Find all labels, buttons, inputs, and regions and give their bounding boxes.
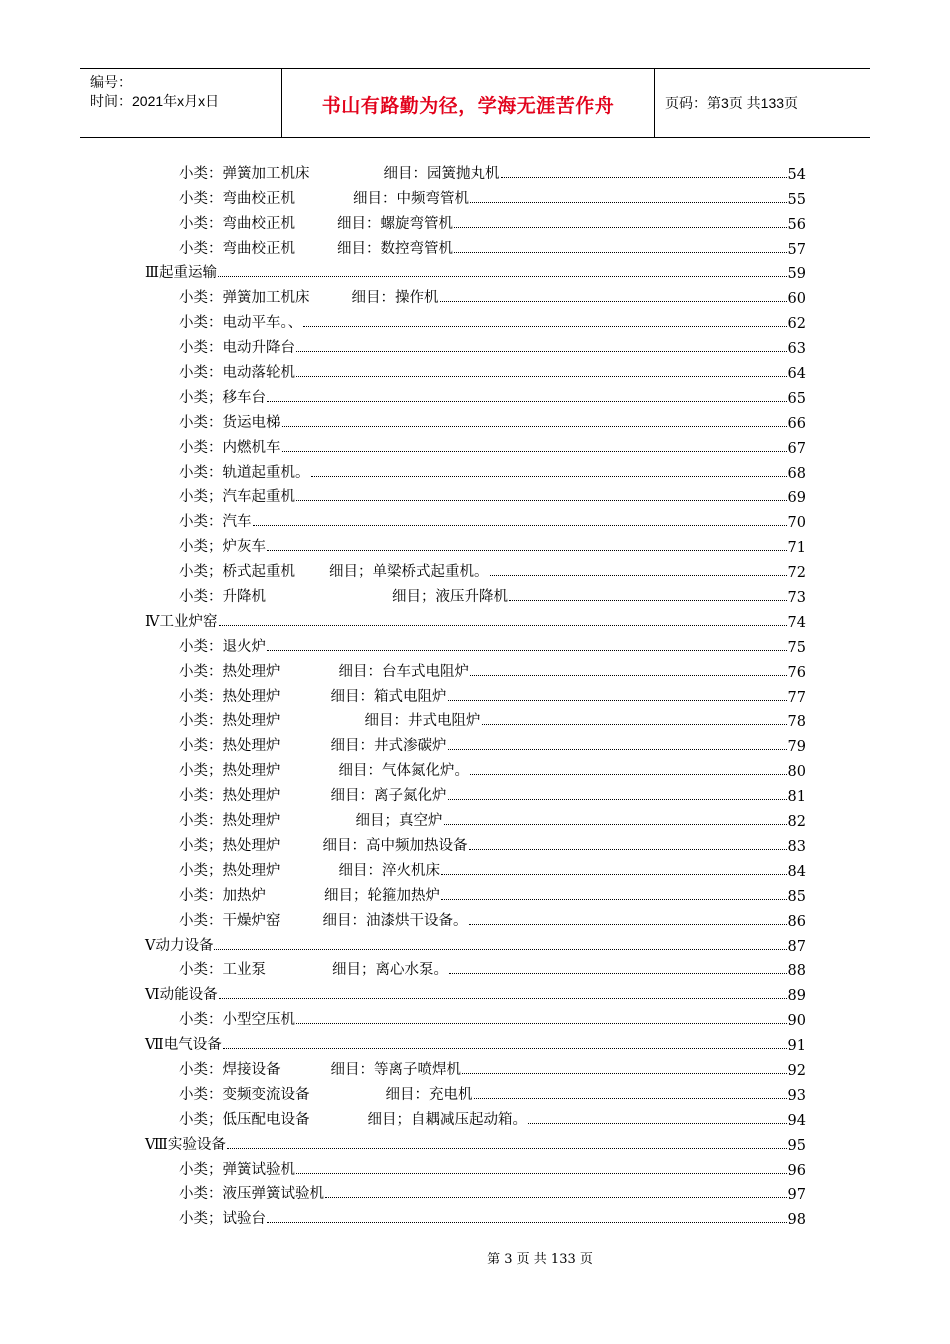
toc-entry-row[interactable]: [145, 183, 806, 208]
toc-entry-label: [179, 685, 447, 706]
toc-category-text: 小类：热处理炉: [179, 713, 281, 730]
dot-leader: [267, 401, 787, 402]
toc-page-number: 80: [787, 764, 806, 781]
header-motto-cell: [281, 69, 655, 137]
toc-entry-row[interactable]: [145, 531, 806, 556]
toc-page-number: 81: [787, 789, 806, 806]
toc-category-text: 小类：干燥炉窑: [179, 912, 281, 929]
dot-leader: [219, 625, 787, 626]
toc-entry-label: [179, 1008, 295, 1029]
toc-category-text: 小类：电动落轮机: [179, 365, 295, 382]
toc-page-number: 67: [787, 440, 806, 457]
toc-entry-row[interactable]: [145, 905, 806, 930]
toc-category-text: 小类：热处理炉: [179, 813, 281, 830]
toc-category-text: 小类；炉灰车: [179, 539, 266, 556]
toc-entry-row[interactable]: [145, 158, 806, 183]
toc-entry-row[interactable]: [145, 581, 806, 606]
toc-entry-row[interactable]: [145, 506, 806, 531]
toc-detail-text: 细目：箱式电阻炉: [330, 688, 447, 705]
dot-leader: [296, 500, 787, 501]
dot-leader: [470, 675, 787, 676]
toc-category-text: 小类：液压弹簧试验机: [179, 1186, 324, 1203]
toc-entry-row[interactable]: [145, 706, 806, 731]
toc-category-text: 小类：轨道起重机。: [179, 464, 310, 481]
toc-entry-row[interactable]: [145, 955, 806, 980]
toc-detail-text: 细目：高中频加热设备: [322, 837, 468, 854]
dot-leader: [490, 575, 787, 576]
toc-entry-label: [179, 859, 440, 880]
footer-page-number: 第 3 页 共 133 页: [487, 1252, 593, 1267]
toc-page-number: 63: [787, 341, 806, 358]
toc-page-number: 87: [787, 938, 806, 955]
dot-leader: [528, 1123, 787, 1124]
toc-page-number: 54: [787, 166, 806, 183]
toc-page-number: 91: [787, 1038, 806, 1055]
toc-entry-label: [179, 187, 469, 208]
toc-detail-text: 细目：操作机: [351, 290, 439, 307]
toc-category-text: 小类：加热炉: [179, 887, 266, 904]
toc-category-text: 小类：内燃机车: [179, 439, 281, 456]
toc-category-text: 小类：焊接设备: [179, 1061, 281, 1078]
toc-detail-text: 细目：离子氮化炉: [330, 788, 447, 805]
dot-leader: [303, 326, 786, 327]
toc-entry-label: [179, 1207, 266, 1228]
dot-leader: [448, 799, 787, 800]
dot-leader: [448, 700, 787, 701]
toc-detail-text: 细目：园簧抛丸机: [383, 165, 500, 182]
dot-leader: [444, 824, 787, 825]
toc-page-number: 90: [787, 1013, 806, 1030]
toc-section-row[interactable]: [145, 258, 806, 283]
toc-page-number: 68: [787, 465, 806, 482]
toc-page-number: 72: [787, 565, 806, 582]
toc-entry-label: [179, 1108, 527, 1129]
dot-leader: [311, 476, 787, 477]
toc-entry-label: [179, 958, 448, 979]
toc-entry-row[interactable]: [145, 880, 806, 905]
toc-category-text: 小类；热处理炉: [179, 837, 281, 854]
toc-page-number: 77: [787, 689, 806, 706]
dot-leader: [454, 252, 787, 253]
toc-category-text: 小类；桥式起重机: [179, 564, 295, 581]
dot-leader: [469, 849, 787, 850]
toc-entry-label: [145, 261, 217, 282]
page-info: 页码：第3页 共133页: [665, 95, 799, 111]
toc-entry-row[interactable]: [145, 755, 806, 780]
header-left-cell: [80, 69, 282, 137]
toc-entry-label: [179, 1083, 473, 1104]
toc-page-number: 88: [787, 963, 806, 980]
toc-category-text: Ⅴ动力设备: [145, 937, 214, 954]
toc-entry-label: [179, 1158, 295, 1179]
toc-category-text: 小类：弯曲校正机: [179, 240, 295, 257]
dot-leader: [501, 177, 787, 178]
toc-page-number: 60: [787, 291, 806, 308]
toc-entry-row[interactable]: [145, 855, 806, 880]
toc-entry-row[interactable]: [145, 208, 806, 233]
toc-entry-label: [179, 734, 447, 755]
toc-detail-text: 细目：淬火机床: [338, 862, 440, 879]
toc-entry-label: [179, 709, 481, 730]
toc-entry-label: [179, 759, 469, 780]
toc-entry-row[interactable]: [145, 631, 806, 656]
toc-category-text: 小类：弯曲校正机: [179, 190, 295, 207]
toc-entry-label: [179, 635, 266, 656]
toc-detail-text: 细目：螺旋弯管机: [337, 215, 453, 232]
dot-leader: [440, 301, 787, 302]
motto-text: 书山有路勤为径，学海无涯苦作舟: [321, 95, 615, 117]
toc-entry-label: [179, 809, 443, 830]
toc-category-text: 小类；弹簧试验机: [179, 1161, 295, 1178]
dot-leader: [296, 351, 787, 352]
toc-detail-text: 细目：数控弯管机: [337, 240, 453, 257]
toc-section-row[interactable]: [145, 1129, 806, 1154]
toc-entry-label: [179, 336, 295, 357]
toc-detail-text: 细目：中频弯管机: [353, 190, 469, 207]
toc-entry-label: [179, 461, 310, 482]
table-of-contents: [145, 158, 806, 1228]
dot-leader: [469, 924, 787, 925]
toc-category-text: Ⅳ工业炉窑: [145, 613, 218, 630]
toc-category-text: Ⅷ实验设备: [145, 1136, 226, 1153]
toc-detail-text: 细目：油漆烘干设备。: [322, 912, 468, 929]
dot-leader: [474, 1098, 787, 1099]
toc-category-text: 小类：退火炉: [179, 638, 266, 655]
toc-section-row[interactable]: [145, 606, 806, 631]
toc-entry-label: [179, 884, 440, 905]
toc-entry-row[interactable]: [145, 1179, 806, 1204]
dot-leader: [441, 899, 787, 900]
dot-leader: [470, 202, 787, 203]
toc-entry-label: [179, 436, 281, 457]
toc-entry-label: [179, 510, 252, 531]
dot-leader: [214, 949, 786, 950]
toc-entry-label: [179, 560, 489, 581]
dot-leader: [482, 724, 787, 725]
toc-category-text: 小类：汽车: [179, 514, 252, 531]
toc-section-row[interactable]: [145, 930, 806, 955]
toc-category-text: 小类；移车台: [179, 389, 266, 406]
dot-leader: [509, 600, 787, 601]
toc-category-text: 小类：弹簧加工机床: [179, 290, 310, 307]
toc-entry-row[interactable]: [145, 830, 806, 855]
toc-section-row[interactable]: [145, 979, 806, 1004]
toc-page-number: 69: [787, 490, 806, 507]
toc-section-row[interactable]: [145, 1029, 806, 1054]
toc-page-number: 97: [787, 1187, 806, 1204]
toc-category-text: 小类；热处理炉: [179, 862, 281, 879]
toc-entry-label: [179, 361, 295, 382]
toc-page-number: 84: [787, 863, 806, 880]
toc-entry-label: [179, 162, 500, 183]
dot-leader: [296, 1173, 787, 1174]
toc-entry-label: [179, 585, 508, 606]
toc-page-number: 73: [787, 590, 806, 607]
toc-entry-row[interactable]: [145, 457, 806, 482]
toc-page-number: 70: [787, 515, 806, 532]
toc-page-number: 55: [787, 191, 806, 208]
dot-leader: [218, 276, 787, 277]
toc-page-number: 96: [787, 1162, 806, 1179]
toc-category-text: 小类：热处理炉: [179, 788, 281, 805]
toc-entry-label: [179, 212, 453, 233]
toc-page-number: 86: [787, 913, 806, 930]
toc-category-text: 小类：货运电梯: [179, 414, 281, 431]
toc-detail-text: 细目；自耦减压起动箱。: [367, 1111, 527, 1128]
dot-leader: [325, 1197, 787, 1198]
dot-leader: [253, 525, 787, 526]
toc-page-number: 85: [787, 888, 806, 905]
toc-category-text: 小类；汽车起重机: [179, 489, 295, 506]
toc-page-number: 82: [787, 814, 806, 831]
toc-detail-text: 细目：井式电阻炉: [364, 713, 481, 730]
toc-detail-text: 细目：气体氮化炉。: [338, 763, 469, 780]
toc-entry-row[interactable]: [145, 780, 806, 805]
dot-leader: [296, 1023, 787, 1024]
toc-entry-row[interactable]: [145, 233, 806, 258]
toc-entry-label: [179, 237, 453, 258]
toc-page-number: 89: [787, 988, 806, 1005]
toc-page-number: 95: [787, 1137, 806, 1154]
toc-category-text: 小类：热处理炉: [179, 738, 281, 755]
toc-category-text: 小类：弹簧加工机床: [179, 165, 310, 182]
dot-leader: [282, 451, 787, 452]
toc-entry-row[interactable]: [145, 1004, 806, 1029]
toc-category-text: Ⅶ电气设备: [145, 1037, 222, 1054]
toc-entry-label: [179, 411, 281, 432]
toc-entry-label: [179, 286, 439, 307]
toc-page-number: 57: [787, 241, 806, 258]
toc-entry-row[interactable]: [145, 1154, 806, 1179]
toc-detail-text: 细目：台车式电阻炉: [338, 663, 469, 680]
toc-category-text: 小类：热处理炉: [179, 688, 281, 705]
toc-category-text: 小类：电动平车。、: [179, 315, 303, 332]
toc-entry-label: [179, 909, 468, 930]
number-label: 编号：: [90, 74, 132, 90]
toc-entry-row[interactable]: [145, 556, 806, 581]
toc-page-number: 79: [787, 739, 806, 756]
toc-detail-text: 细目；真空炉: [355, 813, 443, 830]
toc-page-number: 64: [787, 366, 806, 383]
toc-entry-row[interactable]: [145, 805, 806, 830]
toc-detail-text: 细目：井式渗碳炉: [330, 738, 447, 755]
toc-entry-row[interactable]: [145, 1079, 806, 1104]
toc-entry-label: [179, 660, 469, 681]
dot-leader: [219, 998, 787, 999]
toc-entry-row[interactable]: [145, 656, 806, 681]
toc-category-text: 小类：热处理炉: [179, 663, 281, 680]
toc-page-number: 98: [787, 1212, 806, 1229]
toc-page-number: 83: [787, 838, 806, 855]
toc-category-text: 小类；低压配电设备: [179, 1111, 310, 1128]
toc-category-text: 小类：工业泵: [179, 962, 266, 979]
toc-category-text: 小类：电动升降台: [179, 340, 295, 357]
toc-entry-row[interactable]: [145, 730, 806, 755]
toc-entry-row[interactable]: [145, 407, 806, 432]
toc-entry-row[interactable]: [145, 307, 806, 332]
toc-page-number: 66: [787, 415, 806, 432]
toc-entry-row[interactable]: [145, 382, 806, 407]
toc-entry-label: [179, 386, 266, 407]
toc-page-number: 92: [787, 1062, 806, 1079]
toc-detail-text: 细目；液压升降机: [392, 589, 508, 606]
toc-category-text: Ⅵ动能设备: [145, 987, 218, 1004]
page-footer: [0, 1248, 950, 1267]
toc-page-number: 59: [787, 266, 806, 283]
toc-entry-label: [179, 535, 266, 556]
toc-entry-row[interactable]: [145, 332, 806, 357]
toc-page-number: 94: [787, 1112, 806, 1129]
toc-entry-row[interactable]: [145, 357, 806, 382]
dot-leader: [462, 1073, 787, 1074]
toc-detail-text: 细目：等离子喷焊机: [330, 1061, 461, 1078]
toc-page-number: 56: [787, 216, 806, 233]
toc-category-text: Ⅲ起重运输: [145, 265, 217, 282]
toc-entry-row[interactable]: [145, 681, 806, 706]
toc-page-number: 76: [787, 664, 806, 681]
toc-category-text: 小类：弯曲校正机: [179, 215, 295, 232]
dot-leader: [267, 1222, 787, 1223]
toc-entry-label: [145, 610, 218, 631]
dot-leader: [296, 376, 787, 377]
toc-entry-label: [179, 1182, 324, 1203]
toc-entry-row[interactable]: [145, 432, 806, 457]
toc-entry-label: [179, 834, 468, 855]
toc-entry-row[interactable]: [145, 1054, 806, 1079]
page-header: [80, 68, 870, 138]
toc-entry-row[interactable]: [145, 282, 806, 307]
toc-entry-label: [145, 983, 218, 1004]
toc-entry-label: [179, 1058, 461, 1079]
dot-leader: [449, 973, 787, 974]
dot-leader: [267, 550, 787, 551]
toc-detail-text: 细目；单梁桥式起重机。: [329, 564, 489, 581]
dot-leader: [454, 227, 787, 228]
toc-page-number: 78: [787, 714, 806, 731]
dot-leader: [267, 650, 787, 651]
toc-entry-row[interactable]: [145, 1104, 806, 1129]
toc-entry-label: [145, 934, 213, 955]
dot-leader: [223, 1048, 787, 1049]
toc-detail-text: 细目：充电机: [385, 1086, 473, 1103]
dot-leader: [282, 426, 787, 427]
toc-page-number: 71: [787, 540, 806, 557]
toc-page-number: 93: [787, 1087, 806, 1104]
toc-category-text: 小类；试验台: [179, 1211, 266, 1228]
toc-category-text: 小类：变频变流设备: [179, 1086, 310, 1103]
toc-entry-label: [145, 1133, 226, 1154]
toc-detail-text: 细目；离心水泵。: [332, 962, 448, 979]
toc-page-number: 75: [787, 639, 806, 656]
dot-leader: [448, 749, 787, 750]
toc-detail-text: 细目；轮箍加热炉: [324, 887, 440, 904]
toc-entry-row[interactable]: [145, 482, 806, 507]
time-label: 时间：2021年x月x日: [90, 93, 220, 109]
toc-page-number: 62: [787, 316, 806, 333]
toc-page-number: 74: [787, 614, 806, 631]
dot-leader: [470, 774, 787, 775]
toc-entry-label: [179, 784, 447, 805]
toc-category-text: 小类；热处理炉: [179, 763, 281, 780]
toc-entry-label: [179, 311, 302, 332]
toc-category-text: 小类：小型空压机: [179, 1012, 295, 1029]
dot-leader: [227, 1148, 787, 1149]
header-right-cell: [655, 69, 870, 137]
toc-entry-row[interactable]: [145, 1203, 806, 1228]
toc-entry-label: [145, 1033, 222, 1054]
toc-category-text: 小类：升降机: [179, 589, 266, 606]
dot-leader: [441, 874, 787, 875]
toc-page-number: 65: [787, 390, 806, 407]
toc-entry-label: [179, 485, 295, 506]
